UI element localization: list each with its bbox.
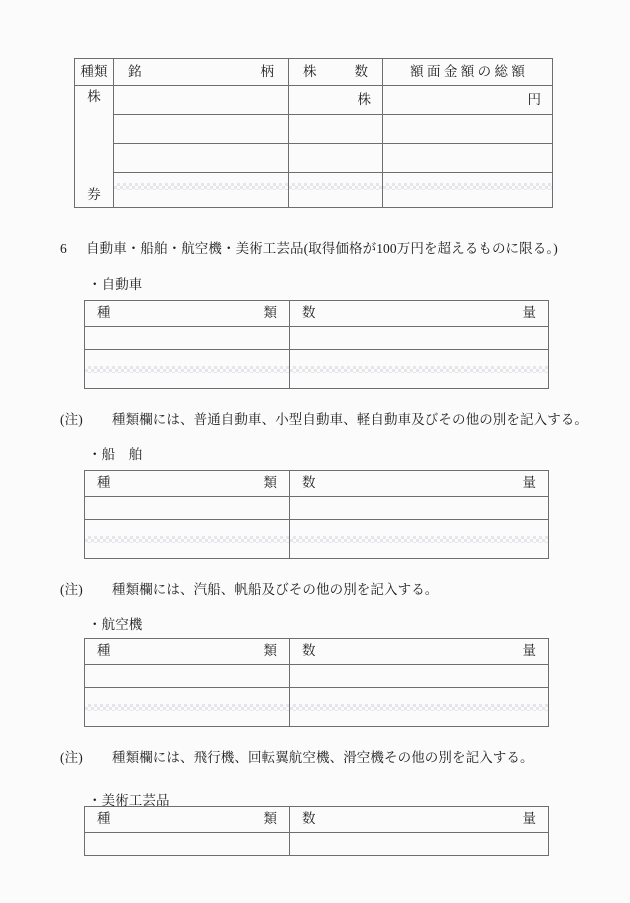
- header-kind-label: 種類: [80, 63, 108, 79]
- cell-quantity[interactable]: [290, 833, 549, 856]
- row-label-bottom: 券: [87, 187, 101, 203]
- continuation-marker-icon: [383, 183, 552, 190]
- note-automobile: [60, 412, 588, 428]
- header-brand-right: 柄: [260, 63, 274, 79]
- continuation-marker-icon: [85, 366, 289, 373]
- cell-quantity[interactable]: [290, 665, 549, 688]
- cell-shares[interactable]: [289, 115, 383, 144]
- cell-brand[interactable]: [114, 115, 289, 144]
- continuation-marker-icon: [114, 183, 288, 190]
- note-text: 種類欄には、飛行機、回転翼航空機、滑空機その他の別を記入する。: [112, 750, 534, 765]
- vessel-table: [84, 470, 549, 559]
- header-cell-kind: [85, 471, 290, 497]
- note-aircraft: [60, 750, 534, 766]
- table-row-continuation: [85, 350, 549, 389]
- cell-total-face-value[interactable]: [383, 173, 553, 208]
- table-header-row: [75, 59, 553, 86]
- header-quantity-left: 数: [302, 305, 316, 321]
- unit-shares-label: 株: [357, 91, 371, 107]
- stock-certificate-table: [74, 58, 553, 208]
- note-lead-label: (注): [60, 412, 83, 427]
- header-quantity-left: 数: [302, 811, 316, 827]
- header-quantity-right: 量: [522, 305, 536, 321]
- note-lead-label: (注): [60, 750, 83, 765]
- automobile-table: [84, 300, 549, 389]
- header-kind-right: 類: [263, 811, 277, 827]
- note-text: 種類欄には、汽船、帆船及びその他の別を記入する。: [112, 582, 439, 597]
- header-total-face-value-label: 額 面 金 額 の 総 額: [410, 63, 525, 79]
- header-cell-kind: [85, 807, 290, 833]
- cell-quantity[interactable]: [290, 520, 549, 559]
- cell-kind[interactable]: [85, 350, 290, 389]
- continuation-marker-icon: [289, 183, 382, 190]
- note-lead-label: (注): [60, 582, 83, 597]
- cell-kind[interactable]: [85, 520, 290, 559]
- cell-quantity[interactable]: [290, 350, 549, 389]
- header-kind-right: 類: [263, 643, 277, 659]
- header-quantity-right: 量: [522, 475, 536, 491]
- cell-quantity[interactable]: [290, 327, 549, 350]
- header-kind-right: 類: [263, 305, 277, 321]
- header-cell-quantity: [290, 471, 549, 497]
- cell-kind[interactable]: [85, 833, 290, 856]
- cell-shares[interactable]: [289, 144, 383, 173]
- cell-kind[interactable]: [85, 327, 290, 350]
- artwork-table: [84, 806, 549, 856]
- continuation-marker-icon: [290, 366, 548, 373]
- header-cell-quantity: [290, 639, 549, 665]
- table-row: [75, 144, 553, 173]
- table-row: [75, 115, 553, 144]
- table-row: [85, 665, 549, 688]
- subsection-bullet-artwork: ・美術工芸品: [88, 793, 170, 808]
- table-row-continuation: [85, 520, 549, 559]
- subsection-bullet-automobile: ・自動車: [88, 277, 143, 292]
- cell-brand[interactable]: [114, 86, 289, 115]
- header-quantity-right: 量: [522, 811, 536, 827]
- row-label-cell-kind: [75, 86, 114, 208]
- continuation-marker-icon: [290, 536, 548, 543]
- header-cell-kind: [85, 639, 290, 665]
- subsection-bullet-aircraft: ・航空機: [88, 617, 143, 632]
- section-title: 自動車・船舶・航空機・美術工芸品(取得価格が100万円を超えるものに限る。): [86, 241, 558, 256]
- header-cell-kind: [85, 301, 290, 327]
- header-cell-kind: [75, 59, 114, 86]
- aircraft-table: [84, 638, 549, 727]
- subsection-bullet-vessel: ・船 舶: [88, 447, 143, 462]
- header-brand-left: 銘: [128, 63, 142, 79]
- header-kind-left: 種: [97, 475, 111, 491]
- table-row: [75, 86, 553, 115]
- header-cell-shares: [289, 59, 383, 86]
- header-shares-right: 数: [354, 63, 368, 79]
- header-cell-total-face-value: [383, 59, 553, 86]
- cell-quantity[interactable]: [290, 497, 549, 520]
- header-cell-quantity: [290, 807, 549, 833]
- cell-brand[interactable]: [114, 173, 289, 208]
- row-label-top: 株: [87, 89, 101, 104]
- table-row-continuation: [85, 688, 549, 727]
- header-quantity-right: 量: [522, 643, 536, 659]
- table-row: [85, 833, 549, 856]
- table-header-row: [85, 639, 549, 665]
- cell-kind[interactable]: [85, 665, 290, 688]
- cell-brand[interactable]: [114, 144, 289, 173]
- cell-kind[interactable]: [85, 688, 290, 727]
- cell-shares[interactable]: [289, 173, 383, 208]
- section-heading: [60, 241, 558, 257]
- note-text: 種類欄には、普通自動車、小型自動車、軽自動車及びその他の別を記入する。: [112, 412, 588, 427]
- unit-yen-label: 円: [527, 91, 541, 107]
- table-header-row: [85, 807, 549, 833]
- continuation-marker-icon: [85, 536, 289, 543]
- header-kind-left: 種: [97, 811, 111, 827]
- continuation-marker-icon: [290, 704, 548, 711]
- table-header-row: [85, 471, 549, 497]
- cell-quantity[interactable]: [290, 688, 549, 727]
- header-cell-quantity: [290, 301, 549, 327]
- header-kind-right: 類: [263, 475, 277, 491]
- table-row: [85, 327, 549, 350]
- cell-total-face-value[interactable]: [383, 86, 553, 115]
- header-kind-left: 種: [97, 643, 111, 659]
- cell-total-face-value[interactable]: [383, 144, 553, 173]
- note-vessel: [60, 582, 438, 598]
- header-quantity-left: 数: [302, 475, 316, 491]
- section-number: 6: [60, 241, 67, 256]
- header-cell-brand: [114, 59, 289, 86]
- header-quantity-left: 数: [302, 643, 316, 659]
- table-row-continuation: [75, 173, 553, 208]
- table-row: [85, 497, 549, 520]
- table-header-row: [85, 301, 549, 327]
- cell-shares[interactable]: [289, 86, 383, 115]
- cell-kind[interactable]: [85, 497, 290, 520]
- continuation-marker-icon: [85, 704, 289, 711]
- header-shares-left: 株: [303, 63, 317, 79]
- header-kind-left: 種: [97, 305, 111, 321]
- cell-total-face-value[interactable]: [383, 115, 553, 144]
